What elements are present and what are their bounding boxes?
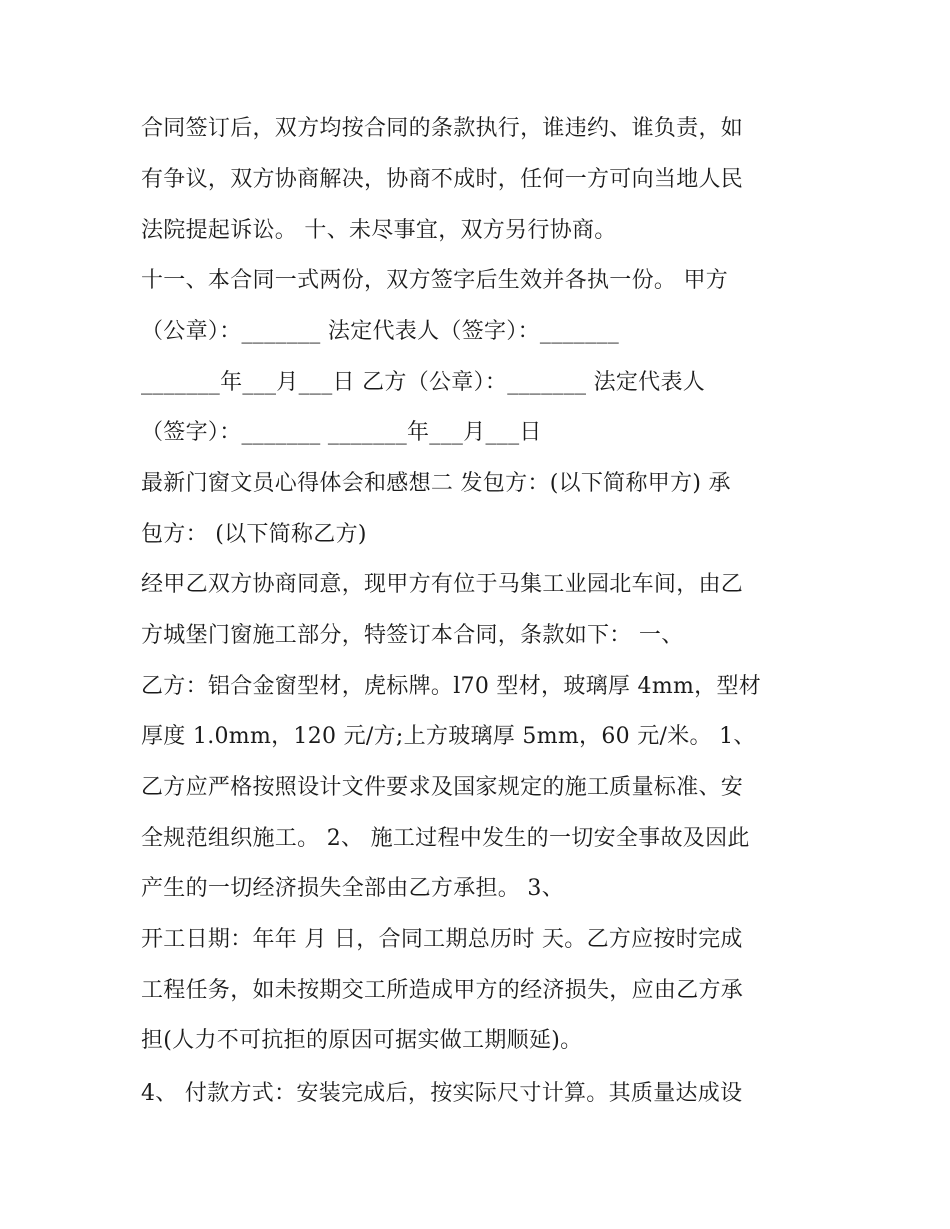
text-line: 方城堡门窗施工部分，特签订本合同，条款如下： 一、	[141, 623, 684, 648]
text-line: （签字）：_______ _______年___月___日	[141, 420, 542, 445]
text-line: 法院提起诉讼。 十、未尽事宜，双方另行协商。	[141, 218, 617, 243]
text-line: 乙方：铝合金窗型材，虎标牌。l70 型材，玻璃厚 4mm，型材	[141, 674, 762, 699]
text-line: 十一、本合同一式两份，双方签字后生效并各执一份。 甲方	[141, 268, 729, 293]
text-line: 经甲乙双方协商同意，现甲方有位于马集工业园北车间，由乙	[141, 572, 744, 597]
text-line: 厚度 1.0mm，120 元/方;上方玻璃厚 5mm，60 元/米。 1、	[141, 724, 756, 749]
text-line: 合同签订后，双方均按合同的条款执行，谁违约、谁负责，如	[141, 116, 744, 141]
text-line: 全规范组织施工。 2、 施工过程中发生的一切安全事故及因此	[141, 826, 750, 851]
text-line: 4、 付款方式：安装完成后，按实际尺寸计算。其质量达成设	[141, 1081, 743, 1106]
text-line: 产生的一切经济损失全部由乙方承担。 3、	[141, 876, 564, 901]
text-line: （公章）：_______ 法定代表人（签字）：_______	[141, 319, 619, 344]
text-line: 乙方应严格按照设计文件要求及国家规定的施工质量标准、安	[141, 775, 744, 800]
text-line: 最新门窗文员心得体会和感想二 发包方：(以下简称甲方) 承	[141, 471, 731, 496]
text-line: 工程任务，如未按期交工所造成甲方的经济损失，应由乙方承	[141, 978, 744, 1003]
text-line: 包方： (以下简称乙方)	[141, 522, 367, 547]
text-line: 担(人力不可抗拒的原因可据实做工期顺延)。	[141, 1028, 583, 1053]
text-line: 有争议，双方协商解决，协商不成时，任何一方可向当地人民	[141, 167, 744, 192]
text-line: 开工日期：年年 月 日，合同工期总历时 天。乙方应按时完成	[141, 927, 743, 952]
text-line: _______年___月___日 乙方（公章）：_______ 法定代表人	[141, 370, 706, 395]
